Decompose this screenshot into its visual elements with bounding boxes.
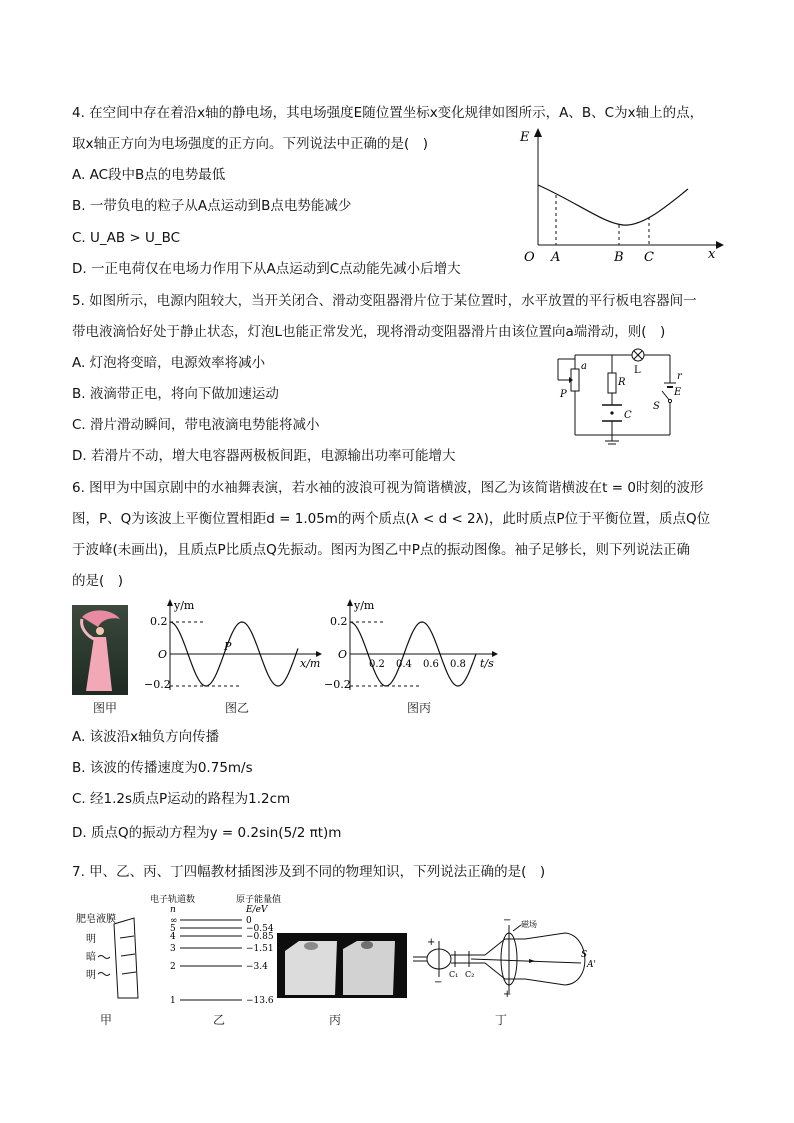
q7-wetting-photo [277,933,407,998]
q4-option-a: A. AC段中B点的电势最低 [72,167,226,183]
q4-origin: O [524,250,535,265]
q6-stem-line2: 图，P、Q为该波上平衡位置相距d = 1.05m的两个质点(λ < d < 2λ)，此时质点P位于平衡位置，质点Q位 [72,511,711,527]
q6-caption-bing: 图丙 [407,701,432,715]
q6-stem-line1: 6. 图甲为中国京剧中的水袖舞表演，若水袖的波浪可视为简谐横波，图乙为该简谐横波在t = 0时刻的波形 [72,480,704,496]
q7-caption-bing: 丙 [329,1013,342,1027]
q7-film-band-2: 暗 [86,952,96,963]
q7-tube-c2: C₂ [465,970,475,979]
q6-vib-tick-08: 0.8 [450,659,466,670]
q5-option-b: B. 液滴带正电，将向下做加速运动 [72,386,279,402]
svg-text:+: + [503,989,512,1000]
q6-dancer-photo [72,605,128,695]
q6-caption-yi: 图乙 [225,701,250,715]
q6-vibration-graph [326,598,506,696]
q7-energy-level-value: 0 [246,916,252,926]
q7-energy-level-n: 5 [170,924,176,934]
svg-text:−: − [503,915,512,926]
svg-text:+: + [427,937,436,948]
q7-cathode-tube-figure [405,905,600,1000]
q4-x-label: x [708,247,716,262]
q6-vib-origin: O [338,648,348,661]
q7-levels-col1: 电子轨道数 [150,895,196,905]
q5-label-r-internal: r [677,371,682,382]
q5-option-d: D. 若滑片不动，增大电容器两极板间距，电源输出功率可能增大 [72,448,456,464]
q6-option-b: B. 该波的传播速度为0.75m/s [72,760,253,776]
q7-energy-level-n: 4 [170,932,176,942]
q5-label-p: P [560,389,567,400]
q5-label-l: L [634,365,641,376]
q7-energy-level-diagram [150,892,280,1007]
q4-point-a: A [551,250,561,265]
q5-option-c: C. 滑片滑动瞬间，带电液滴电势能将减小 [72,417,320,433]
q4-y-label: E [520,130,530,145]
q7-film-band-3: 明 [86,970,96,981]
q7-soap-film-figure [72,898,152,1003]
q6-wave-ylabel: y/m [174,599,195,612]
q7-energy-level-n: 3 [170,944,176,954]
q4-point-c: C [644,250,654,265]
q6-vib-tick-06: 0.6 [423,659,439,670]
q6-wave-point-p: P [224,640,232,653]
q6-wave-ymax: 0.2 [150,615,168,628]
q5-label-a: a [581,361,587,372]
q7-caption-yi: 乙 [213,1013,226,1027]
q7-energy-level-value: −0.54 [246,924,274,934]
q7-caption-jia: 甲 [100,1013,113,1027]
q7-stem-line1: 7. 甲、乙、丙、丁四幅教材插图涉及到不同的物理知识，下列说法正确的是( ) [72,864,546,880]
q5-label-s: S [653,401,660,412]
q5-stem-line1: 5. 如图所示，电源内阻较大，当开关闭合、滑动变阻器滑片位于某位置时，水平放置的平行板电容器间一 [72,293,697,309]
q5-label-e: E [674,387,682,398]
q6-option-c: C. 经1.2s质点P运动的路程为1.2cm [72,791,291,807]
q6-option-a: A. 该波沿x轴负方向传播 [72,729,220,745]
q7-tube-a: A' [587,960,596,970]
q4-option-b: B. 一带负电的粒子从A点运动到B点电势能减少 [72,198,352,214]
q7-energy-level-value: −13.6 [246,996,274,1006]
q4-stem-line2: 取x轴正方向为电场强度的正方向。下列说法中正确的是( ) [72,136,429,152]
q6-option-d: D. 质点Q的振动方程为y = 0.2sin(5/2 πt)m [72,825,342,841]
q5-option-a: A. 灯泡将变暗，电源效率将减小 [72,355,266,371]
q7-film-title: 肥皂液膜 [76,914,116,925]
q7-energy-level-value: −1.51 [246,944,274,954]
q6-stem-line3: 于波峰(未画出)，且质点P比质点Q先振动。图丙为图乙中P点的振动图像。袖子足够长，则下列说法正确 [72,542,690,558]
q7-tube-c1: C₁ [449,970,459,979]
q6-vib-ylabel: y/m [354,599,375,612]
q5-circuit-diagram [550,343,690,453]
q7-tube-magnet: 磁场 [521,920,537,929]
q6-wave-graph [144,598,328,696]
q7-film-band-1: 明 [86,934,96,945]
q7-energy-level-value: −3.4 [246,962,268,972]
q6-vib-ymin: −0.2 [324,678,351,691]
q4-point-b: B [614,250,624,265]
q5-label-c: C [624,410,632,421]
q6-vib-ymax: 0.2 [330,615,348,628]
q7-tube-s: S [581,950,588,960]
q6-caption-jia: 图甲 [93,701,118,715]
q7-energy-level-n: ∞ [170,916,178,926]
q7-levels-n: n [170,905,176,915]
q6-vib-xlabel: t/s [480,657,494,670]
q7-levels-unit: E/eV [246,905,268,915]
q7-levels-col2: 原子能量值 [236,895,282,905]
q6-vib-tick-04: 0.4 [396,659,412,670]
q6-wave-origin: O [158,648,168,661]
q4-option-c: C. U_AB > U_BC [72,230,181,246]
q4-e-x-graph [508,125,726,265]
svg-text:−: − [434,977,443,988]
q6-wave-xlabel: x/m [300,657,321,670]
q5-label-r: R [618,377,626,388]
q7-energy-level-n: 2 [170,962,176,972]
q4-stem-line1: 4. 在空间中存在着沿x轴的静电场，其电场强度E随位置坐标x变化规律如图所示，A、B、C为x轴上的点， [72,105,704,121]
q4-option-d: D. 一正电荷仅在电场力作用下从A点运动到C点动能先减小后增大 [72,261,461,277]
q7-energy-level-n: 1 [170,996,176,1006]
q7-energy-level-value: −0.85 [246,932,274,942]
q7-caption-ding: 丁 [495,1013,508,1027]
q6-vib-tick-02: 0.2 [369,659,385,670]
q6-wave-ymin: −0.2 [144,678,171,691]
q6-stem-line4: 的是( ) [72,573,124,589]
q5-stem-line2: 带电液滴恰好处于静止状态，灯泡L也能正常发光，现将滑动变阻器滑片由该位置向a端滑动，则( ) [72,324,666,340]
